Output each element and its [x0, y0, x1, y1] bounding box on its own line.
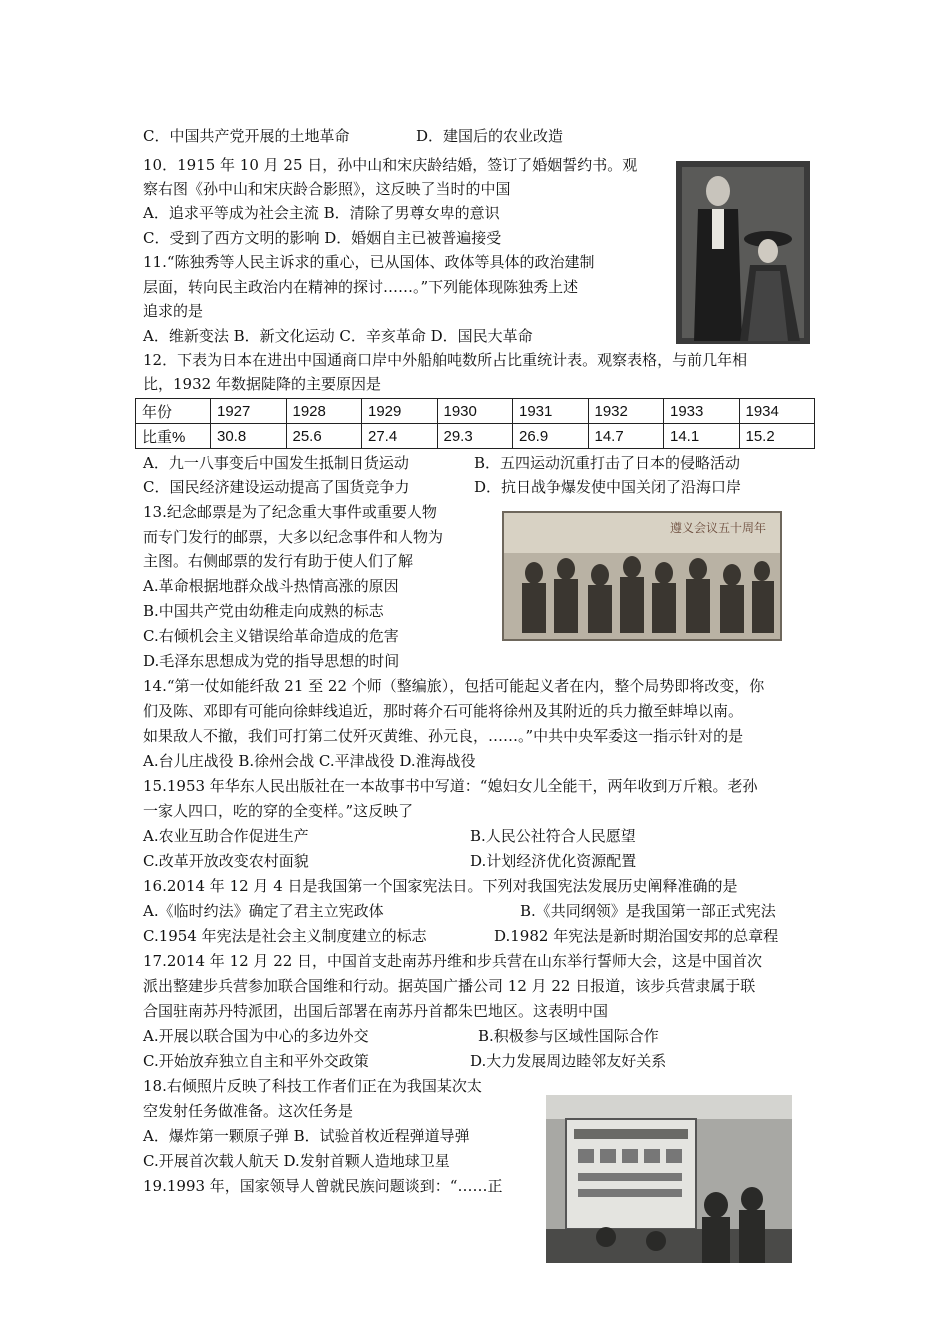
q17-option-a: A.开展以联合国为中心的多边外交	[143, 1027, 369, 1045]
q12-option-b: B．五四运动沉重打击了日本的侵略活动	[474, 454, 741, 472]
q18-stem-line: 18.右倾照片反映了科技工作者们正在为我国某次太	[143, 1077, 482, 1095]
q10-stem-line: 10．1915 年 10 月 25 日，孙中山和宋庆龄结婚，签订了婚姻誓约书。观	[143, 156, 638, 174]
q17-stem-line: 派出整建步兵营参加联合国维和行动。据英国广播公司 12 月 22 日报道，该步兵营隶属于联	[143, 977, 756, 995]
q13-stem-line: 主图。右侧邮票的发行有助于使人们了解	[143, 552, 414, 570]
q18-options-cd: C.开展首次载人航天 D.发射首颗人造地球卫星	[143, 1152, 450, 1170]
q11-stem-line: 层面，转向民主政治内在精神的探讨……。”下列能体现陈独秀上述	[143, 278, 579, 296]
launch-preparation-photo	[546, 1095, 792, 1263]
q10-options-ab: A．追求平等成为社会主流 B．清除了男尊女卑的意识	[143, 204, 500, 222]
q15-option-d: D.计划经济优化资源配置	[470, 852, 637, 870]
q11-options: A．维新变法 B．新文化运动 C．辛亥革命 D．国民大革命	[143, 327, 533, 345]
table-header-year: 年份	[136, 399, 211, 424]
q12-stem-line: 比，1932 年数据陡降的主要原因是	[143, 375, 381, 393]
q9-option-c: C．中国共产党开展的土地革命	[143, 127, 350, 145]
q14-options: A.台儿庄战役 B.徐州会战 C.平津战役 D.淮海战役	[143, 752, 476, 770]
table-cell: 29.3	[437, 424, 513, 449]
q14-stem-line: 14.“第一仗如能纤敌 21 至 22 个师（整编旅），包括可能起义者在内，整个局势即将改变，你	[143, 677, 765, 695]
table-cell: 1930	[437, 399, 513, 424]
q17-option-c: C.开始放弃独立自主和平外交政策	[143, 1052, 369, 1070]
q13-option-d: D.毛泽东思想成为党的指导思想的时间	[143, 652, 400, 670]
commemorative-stamp	[502, 511, 782, 641]
q15-option-b: B.人民公社符合人民愿望	[470, 827, 636, 845]
table-cell: 14.7	[588, 424, 664, 449]
q16-option-d: D.1982 年宪法是新时期治国安邦的总章程	[494, 927, 779, 945]
q12-stem-line: 12．下表为日本在进出中国通商口岸中外船舶吨数所占比重统计表。观察表格，与前几年相	[143, 351, 748, 369]
q17-option-d: D.大力发展周边睦邻友好关系	[470, 1052, 667, 1070]
q15-option-a: A.农业互助合作促进生产	[143, 827, 309, 845]
table-cell: 1934	[739, 399, 815, 424]
q17-stem-line: 17.2014 年 12 月 22 日，中国首支赴南苏丹维和步兵营在山东举行誓师大会，这是中国首次	[143, 952, 763, 970]
table-cell: 1933	[664, 399, 740, 424]
wedding-photo	[676, 161, 810, 344]
q13-stem-line: 而专门发行的邮票，大多以纪念事件和人物为	[143, 528, 444, 546]
q18-stem-line: 空发射任务做准备。这次任务是	[143, 1102, 354, 1120]
table-cell: 1932	[588, 399, 664, 424]
q17-stem-line: 合国驻南苏丹特派团，出国后部署在南苏丹首都朱巴地区。这表明中国	[143, 1002, 609, 1020]
q16-option-c: C.1954 年宪法是社会主义制度建立的标志	[143, 927, 427, 945]
q14-stem-line: 们及陈、邓即有可能向徐蚌线追近，那时蒋介石可能将徐州及其附近的兵力撤至蚌埠以南。	[143, 702, 744, 720]
q18-options-ab: A．爆炸第一颗原子弹 B．试验首枚近程弹道导弹	[143, 1127, 470, 1145]
table-cell: 15.2	[739, 424, 815, 449]
q16-stem-line: 16.2014 年 12 月 4 日是我国第一个国家宪法日。下列对我国宪法发展历史阐释准确的是	[143, 877, 738, 895]
q17-option-b: B.积极参与区域性国际合作	[478, 1027, 659, 1045]
table-cell: 27.4	[362, 424, 438, 449]
q12-option-d: D．抗日战争爆发使中国关闭了沿海口岸	[474, 478, 742, 496]
q13-option-b: B.中国共产党由幼稚走向成熟的标志	[143, 602, 384, 620]
table-cell: 30.8	[211, 424, 287, 449]
table-cell: 25.6	[286, 424, 362, 449]
table-cell: 14.1	[664, 424, 740, 449]
table-cell: 1929	[362, 399, 438, 424]
table-cell: 26.9	[513, 424, 589, 449]
stamp-title: 遵义会议五十周年	[669, 521, 766, 535]
q10-stem-line: 察右图《孙中山和宋庆龄合影照》，这反映了当时的中国	[143, 180, 511, 198]
table-row	[136, 424, 815, 449]
table-cell: 1931	[513, 399, 589, 424]
q19-stem-line: 19.1993 年，国家领导人曾就民族问题谈到：“……正	[143, 1177, 503, 1195]
table-cell: 1928	[286, 399, 362, 424]
table-header-ratio: 比重%	[136, 424, 211, 449]
q15-stem-line: 一家人四口，吃的穿的全变样。”这反映了	[143, 802, 414, 820]
q9-option-d: D．建国后的农业改造	[416, 127, 564, 145]
q15-stem-line: 15.1953 年华东人民出版社在一本故事书中写道：“媳妇女儿全能干，两年收到万斤粮。老孙	[143, 777, 758, 795]
tonnage-table	[135, 398, 815, 449]
q16-option-a: A.《临时约法》确定了君主立宪政体	[143, 902, 384, 920]
q11-stem-line: 11.“陈独秀等人民主诉求的重心，已从国体、政体等具体的政治建制	[143, 253, 595, 271]
q13-option-a: A.革命根据地群众战斗热情高涨的原因	[143, 577, 399, 595]
q15-option-c: C.改革开放改变农村面貌	[143, 852, 309, 870]
table-row	[136, 399, 815, 424]
table-cell: 1927	[211, 399, 287, 424]
q12-option-c: C．国民经济建设运动提高了国货竞争力	[143, 478, 410, 496]
q16-option-b: B.《共同纲领》是我国第一部正式宪法	[520, 902, 776, 920]
q13-option-c: C.右倾机会主义错误给革命造成的危害	[143, 627, 399, 645]
q12-option-a: A．九一八事变后中国发生抵制日货运动	[143, 454, 409, 472]
q13-stem-line: 13.纪念邮票是为了纪念重大事件或重要人物	[143, 503, 437, 521]
q10-options-cd: C．受到了西方文明的影响 D．婚姻自主已被普遍接受	[143, 229, 502, 247]
q14-stem-line: 如果敌人不撤，我们可打第二仗歼灭黄维、孙元良，……。”中共中央军委这一指示针对的是	[143, 727, 744, 745]
q11-stem-line: 追求的是	[143, 302, 204, 320]
